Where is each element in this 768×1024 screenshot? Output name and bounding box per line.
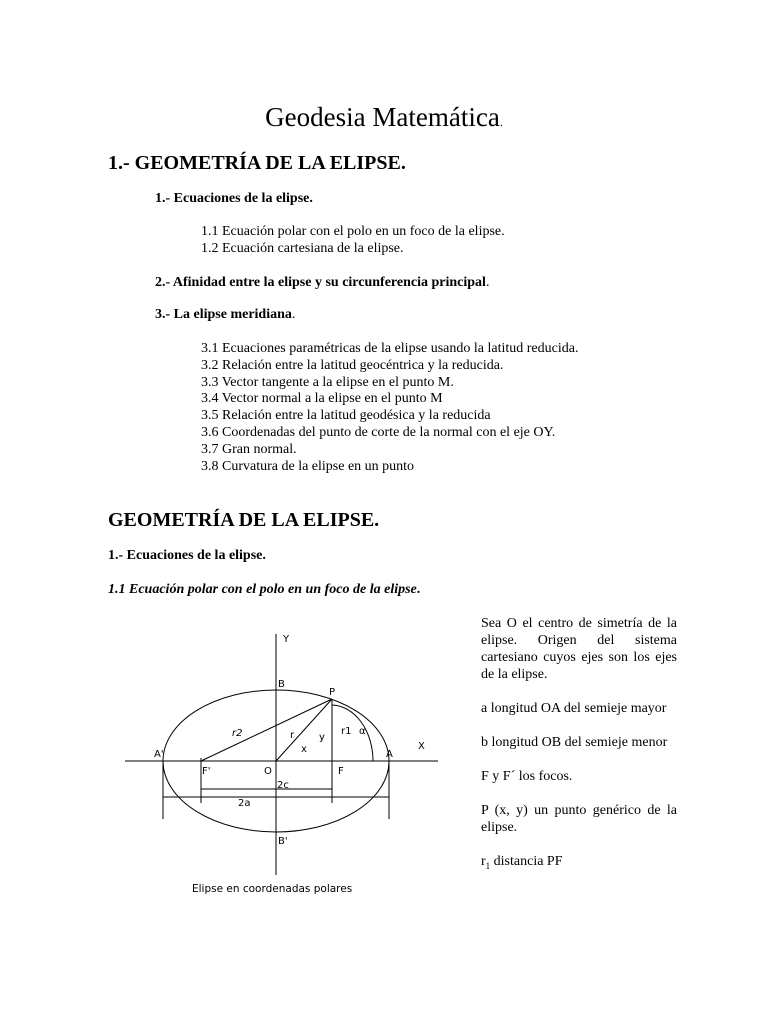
page-title: Geodesia Matemática. <box>265 102 503 132</box>
label-p: P <box>329 687 336 698</box>
toc-item: 1.2 Ecuación cartesiana de la elipse. <box>201 240 404 256</box>
section-subheading: 1.- Ecuaciones de la elipse. <box>108 548 266 563</box>
paragraph: P (x, y) un punto genérico de la elipse. <box>481 803 677 835</box>
toc-item: 1.1 Ecuación polar con el polo en un foco de la elipse. <box>201 224 505 239</box>
ellipse-diagram <box>118 627 446 905</box>
toc-item: 3.5 Relación entre la latitud geodésica y la reducida <box>201 408 491 424</box>
alpha-arc <box>332 705 373 761</box>
label-a: A <box>386 749 393 760</box>
label-x-axis: X <box>418 741 425 752</box>
label-a-prime: A' <box>154 749 164 760</box>
segment-fprime-p <box>201 699 332 761</box>
toc-section-3: 3.- La elipse meridiana. <box>155 307 296 322</box>
diagram-caption: Elipse en coordenadas polares <box>192 883 353 895</box>
toc-item: 3.2 Relación entre la latitud geocéntrica y la reducida. <box>201 357 504 373</box>
label-f: F <box>338 766 344 777</box>
label-2c: 2c <box>277 780 289 791</box>
toc-section-2: 2.- Afinidad entre la elipse y su circunferencia principal. <box>155 275 490 290</box>
label-b: B <box>278 679 285 690</box>
subsection-heading: 1.1 Ecuación polar con el polo en un foco de la elipse. <box>108 582 421 597</box>
label-o: O <box>264 766 272 777</box>
toc-item: 3.4 Vector normal a la elipse en el punto M <box>201 391 443 407</box>
toc-section-1: 1.- Ecuaciones de la elipse. <box>155 191 313 206</box>
label-y-axis: Y <box>283 634 290 645</box>
paragraph: a longitud OA del semieje mayor <box>481 701 667 716</box>
paragraph: b longitud OB del semieje menor <box>481 735 668 750</box>
label-2a: 2a <box>238 798 251 809</box>
paragraph-r1: $r_1$ distancia PF <box>481 854 563 871</box>
label-r2: r2 <box>232 728 243 739</box>
label-x: x <box>301 744 307 755</box>
label-f-prime: F' <box>202 766 211 777</box>
paragraph: F y F´ los focos. <box>481 769 573 784</box>
description-column <box>481 615 677 875</box>
label-r: r <box>290 730 295 741</box>
toc-item: 3.6 Coordenadas del punto de corte de la normal con el eje OY. <box>201 424 556 440</box>
toc-section-3-items <box>201 341 578 475</box>
toc-main-heading: 1.- GEOMETRÍA DE LA ELIPSE. <box>108 152 406 174</box>
toc-item: 3.7 Gran normal. <box>201 441 297 457</box>
toc-item: 3.8 Curvatura de la elipse en un punto <box>201 458 415 474</box>
label-b-prime: B' <box>278 836 288 847</box>
label-y: y <box>319 732 325 743</box>
toc-section-1-items <box>201 224 505 258</box>
label-alpha: α <box>359 726 366 737</box>
paragraph: Sea O el centro de simetría de la elipse. Origen del sistema cartesiano cuyos ejes son los ejes de la elipse. <box>481 616 677 682</box>
toc-item: 3.3 Vector tangente a la elipse en el punto M. <box>201 374 454 390</box>
toc-item: 3.1 Ecuaciones paramétricas de la elipse usando la latitud reducida. <box>201 341 579 356</box>
label-r1: r1 <box>341 726 352 737</box>
section-heading: GEOMETRÍA DE LA ELIPSE. <box>108 509 380 531</box>
